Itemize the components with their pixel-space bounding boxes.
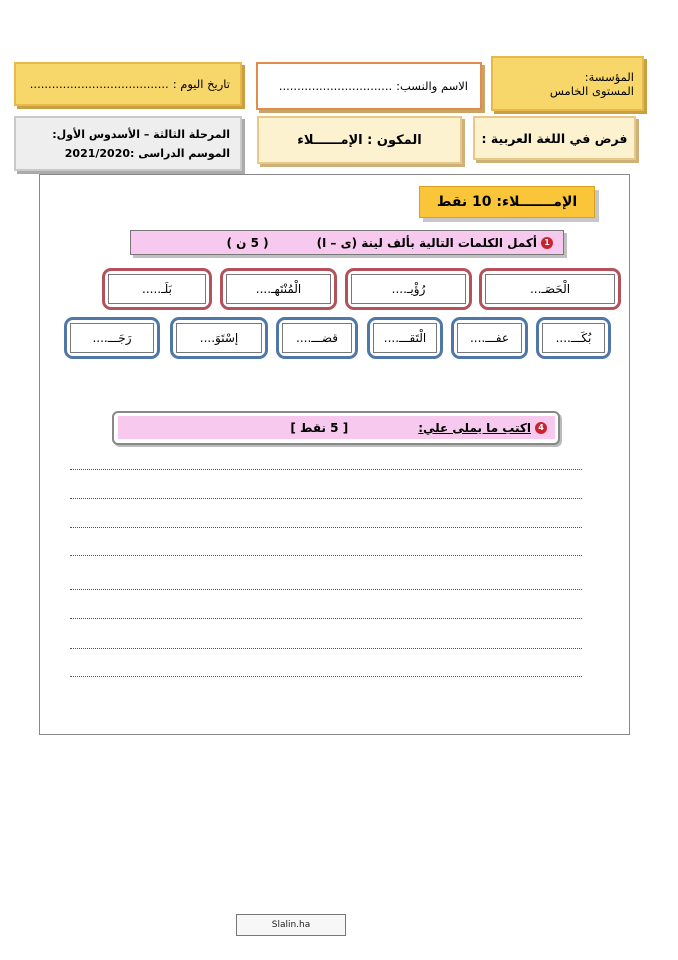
school-box bbox=[491, 56, 644, 111]
word-box[interactable] bbox=[479, 268, 621, 310]
component-label: المكون : الإمــــــلاء bbox=[297, 132, 422, 148]
exam-title: فرض في اللغة العربية : bbox=[481, 130, 628, 146]
word-box[interactable] bbox=[64, 317, 160, 359]
writing-line[interactable] bbox=[70, 527, 582, 528]
exercise2-instruction: اكتب ما يملى علي: bbox=[418, 420, 531, 435]
footer-logo bbox=[236, 914, 346, 936]
name-field[interactable]: ............................... bbox=[278, 79, 393, 93]
writing-line[interactable] bbox=[70, 618, 582, 619]
writing-line[interactable] bbox=[70, 469, 582, 470]
writing-line[interactable] bbox=[70, 676, 582, 677]
word-text: إسْتَوَ.... bbox=[176, 323, 262, 353]
word-text: الْحَصَـ... bbox=[485, 274, 615, 304]
word-text: قضـــ.... bbox=[282, 323, 352, 353]
writing-line[interactable] bbox=[70, 498, 582, 499]
component-box bbox=[257, 116, 462, 164]
name-box bbox=[256, 62, 482, 110]
exercise1-points: ( 5 ن ) bbox=[226, 235, 269, 250]
level-label: المستوى الخامس bbox=[549, 83, 634, 98]
year-line: الموسم الدراسى :2021/2020 bbox=[64, 146, 230, 160]
word-box[interactable] bbox=[170, 317, 268, 359]
word-text: الْتَقـــ.... bbox=[373, 323, 437, 353]
word-text: بَلَـ..... bbox=[108, 274, 206, 304]
footer-logo-text: Slalin.ha bbox=[271, 920, 311, 930]
word-box[interactable] bbox=[276, 317, 358, 359]
writing-line[interactable] bbox=[70, 589, 582, 590]
word-text: رَجَـــ.... bbox=[70, 323, 154, 353]
exercise1-number: 1 bbox=[541, 237, 553, 249]
word-box[interactable] bbox=[367, 317, 443, 359]
exercise2-bar bbox=[118, 416, 555, 439]
date-box bbox=[14, 62, 242, 106]
word-box[interactable] bbox=[451, 317, 528, 359]
name-label: الاسم والنسب: bbox=[396, 79, 468, 93]
section-title-text: الإمـــــــلاء: 10 نقط bbox=[436, 194, 578, 210]
exercise1-instruction: أكمل الكلمات التالية بألف لينة (ى – ا) bbox=[316, 235, 537, 250]
exercise2-points: [ 5 نقط ] bbox=[290, 420, 349, 435]
date-label: تاريخ اليوم : bbox=[172, 77, 230, 91]
exam-title-box bbox=[473, 116, 636, 160]
writing-line[interactable] bbox=[70, 648, 582, 649]
section-title bbox=[419, 186, 595, 218]
school-label: المؤسسة: bbox=[584, 69, 634, 84]
exercise-frame bbox=[39, 174, 630, 735]
exercise2-number: 4 bbox=[535, 422, 547, 434]
word-text: بُكَـــ.... bbox=[542, 323, 605, 353]
word-text: الْمُنْتَهـ.... bbox=[226, 274, 331, 304]
date-field[interactable]: ...................................... bbox=[29, 77, 169, 91]
word-box[interactable] bbox=[536, 317, 611, 359]
word-text: رُؤْيـ.... bbox=[351, 274, 466, 304]
writing-line[interactable] bbox=[70, 555, 582, 556]
word-box[interactable] bbox=[220, 268, 337, 310]
stage-box bbox=[14, 116, 242, 171]
word-text: عفـــ.... bbox=[457, 323, 522, 353]
word-box[interactable] bbox=[102, 268, 212, 310]
exercise1-bar bbox=[130, 230, 564, 255]
word-box[interactable] bbox=[345, 268, 472, 310]
stage-line: المرحلة الثالثة – الأسدوس الأول: bbox=[52, 127, 230, 141]
